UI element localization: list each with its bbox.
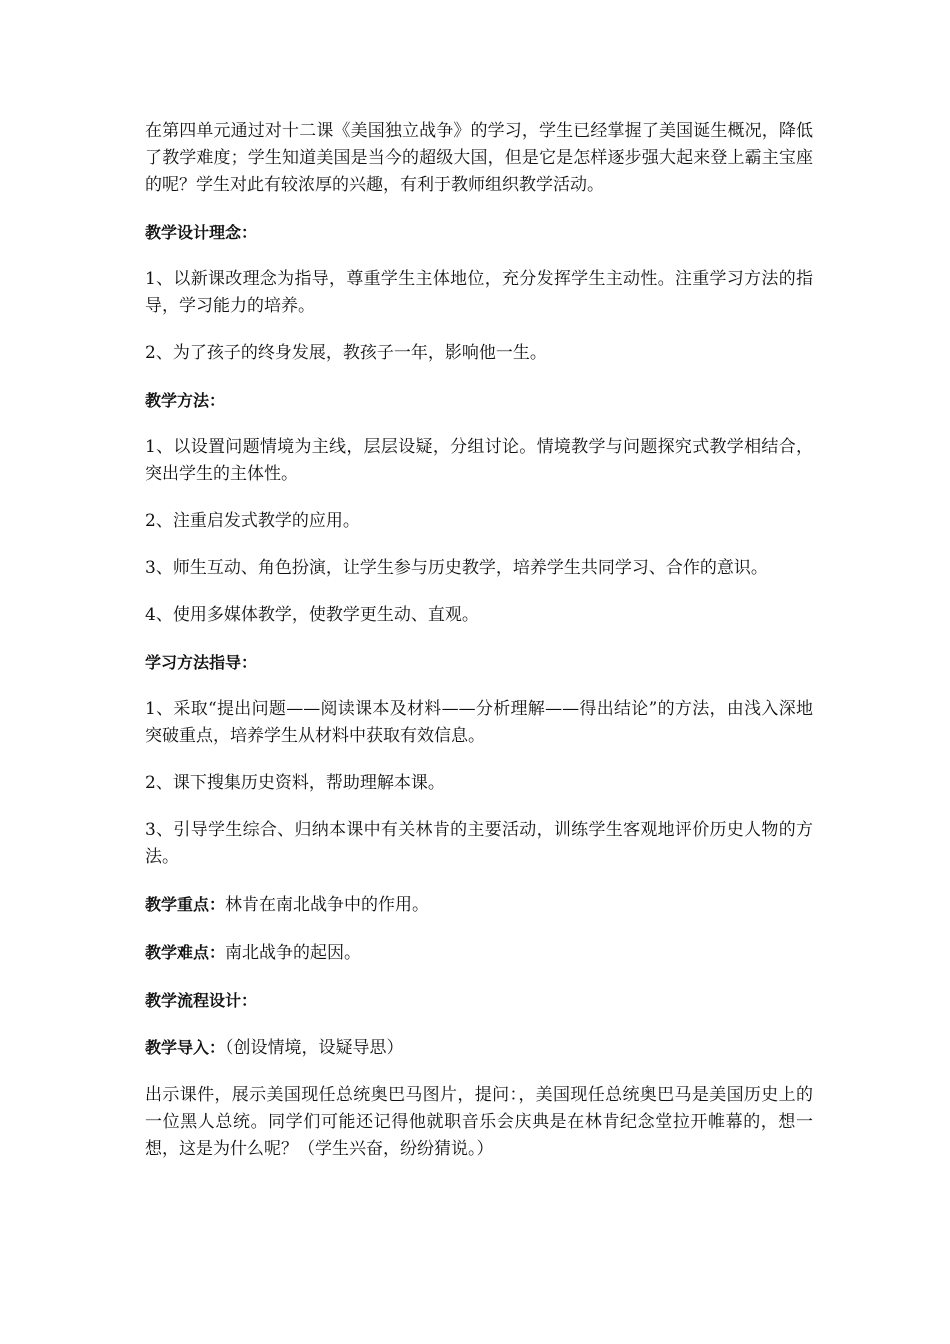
- key-point-paragraph: [145, 891, 813, 919]
- document-page: [145, 118, 813, 1183]
- design-concept-heading: 教学设计理念：: [145, 223, 258, 242]
- design-concept-item-2: 2、为了孩子的终身发展，教孩子一年，影响他一生。: [145, 343, 547, 363]
- introduction-body: 出示课件，展示美国现任总统奥巴马图片，提问：，美国现任总统奥巴马是美国历史上的一位黑人总统。同学们可能还记得他就职音乐会庆典是在林肯纪念堂拉开帷幕的，想一想，这是为什么呢？（学生兴奋，纷纷猜说。）: [145, 1085, 813, 1159]
- difficult-point-text: 南北战争的起因。: [225, 943, 362, 963]
- difficult-point-label: 教学难点：: [145, 943, 226, 962]
- teaching-methods-item-2: 2、注重启发式教学的应用。: [145, 511, 360, 531]
- flow-design-heading: 教学流程设计：: [145, 991, 258, 1010]
- teaching-methods-item-4: 4、使用多媒体教学，使教学更生动、直观。: [145, 605, 479, 625]
- key-point-text: 林肯在南北战争中的作用。: [225, 895, 430, 915]
- learning-methods-item-2: 2、课下搜集历史资料，帮助理解本课。: [145, 773, 445, 793]
- teaching-methods-item-3: 3、师生互动、角色扮演，让学生参与历史教学，培养学生共同学习、合作的意识。: [145, 558, 768, 578]
- teaching-methods-item-1: 1、以设置问题情境为主线，层层设疑，分组讨论。情境教学与问题探究式教学相结合，突出学生的主体性。: [145, 437, 813, 484]
- introduction-text: （创设情境，设疑导思）: [225, 1038, 404, 1058]
- design-concept-item-1: 1、以新课改理念为指导，尊重学生主体地位，充分发挥学生主动性。注重学习方法的指导，学习能力的培养。: [145, 269, 813, 316]
- difficult-point-paragraph: [145, 939, 813, 967]
- introduction-paragraph: [145, 1034, 813, 1062]
- intro-paragraph: 在第四单元通过对十二课《美国独立战争》的学习，学生已经掌握了美国诞生概况，降低了教学难度；学生知道美国是当今的超级大国，但是它是怎样逐步强大起来登上霸主宝座的呢？学生对此有较浓厚的兴趣，有利于教师组织教学活动。: [145, 121, 813, 195]
- teaching-methods-heading: 教学方法：: [145, 391, 226, 410]
- key-point-label: 教学重点：: [145, 895, 226, 914]
- learning-methods-item-3: 3、引导学生综合、归纳本课中有关林肯的主要活动，训练学生客观地评价历史人物的方法。: [145, 820, 813, 867]
- learning-methods-heading: 学习方法指导：: [145, 653, 258, 672]
- introduction-label: 教学导入：: [145, 1038, 226, 1057]
- learning-methods-item-1: 1、采取“提出问题——阅读课本及材料——分析理解——得出结论”的方法，由浅入深地突破重点，培养学生从材料中获取有效信息。: [145, 699, 813, 746]
